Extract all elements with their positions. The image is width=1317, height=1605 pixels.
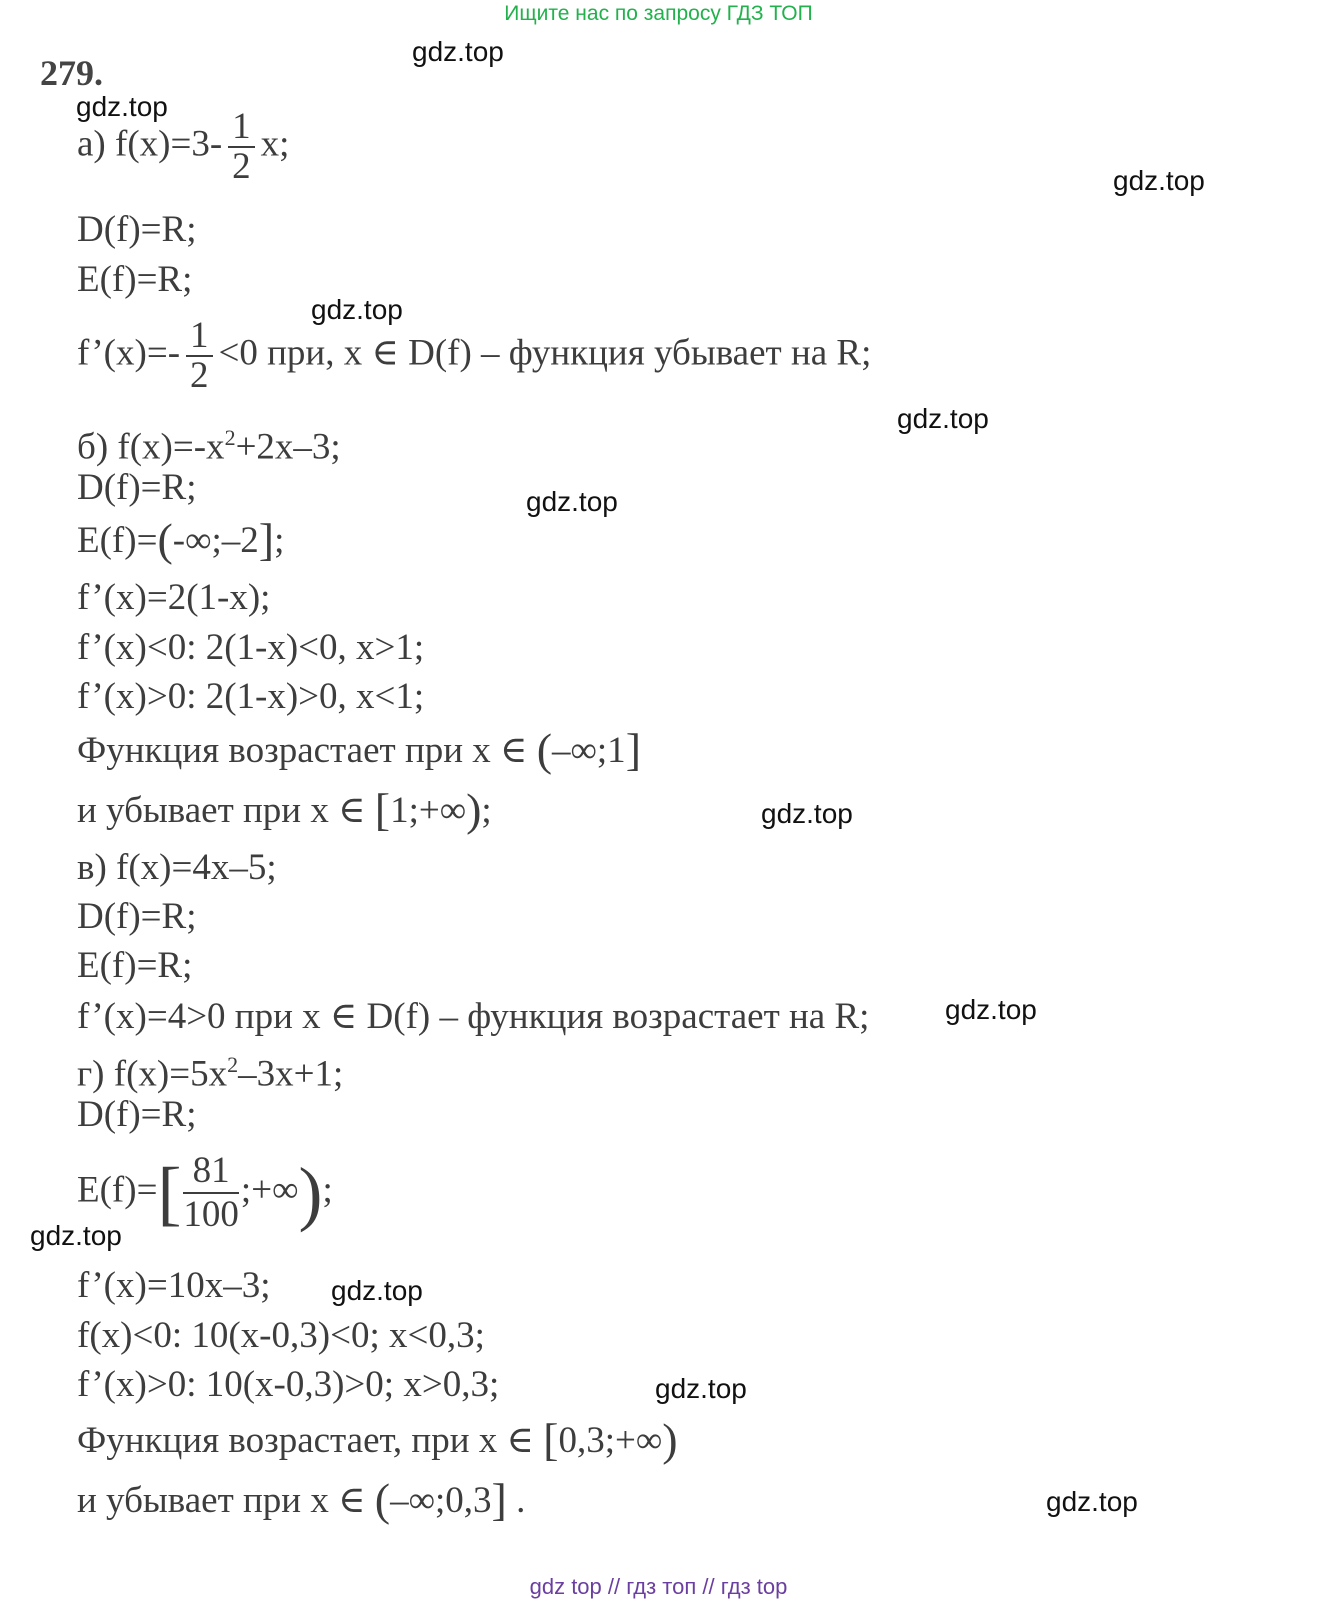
math-text: б) f(x)=-x [77,426,225,468]
search-hint-header: Ищите нас по запросу ГДЗ ТОП [504,2,813,25]
bracket: ) [298,1153,323,1233]
fraction-numerator: 81 [183,1150,239,1194]
watermark: gdz.top [1113,165,1205,196]
bracket: ( [536,724,553,775]
math-text: и убывает при x ∈ [77,1480,375,1521]
fraction [186,317,213,395]
bracket: ] [625,724,642,775]
watermark: gdz.top [897,403,989,434]
watermark: gdz.top [76,91,168,122]
part-g-function [77,1043,343,1096]
fraction-numerator: 1 [228,108,255,148]
part-v-range: E(f)=R; [77,945,193,986]
part-b-function [77,416,341,469]
math-text: ; [481,790,492,831]
part-v-domain: D(f)=R; [77,896,197,937]
part-g-derivative: f’(x)=10x–3; [77,1265,271,1306]
fraction [228,108,255,186]
bracket: ] [258,514,275,565]
bracket: [ [157,1153,182,1233]
watermark: gdz.top [311,294,403,325]
site-footer: gdz top // гдз топ // гдз top [529,1574,788,1599]
math-text: –∞;1 [552,730,626,771]
fraction-denominator: 2 [190,355,209,396]
part-g-derivative-negative: f(x)<0: 10(x-0,3)<0; x<0,3; [77,1315,485,1356]
math-text: 0,3;+∞ [558,1420,663,1461]
part-b-decreasing [77,784,492,835]
exponent: 2 [227,1052,239,1077]
part-b-increasing [77,724,642,775]
part-a-domain: D(f)=R; [77,209,197,250]
part-b-derivative-negative: f’(x)<0: 2(1-x)<0, x>1; [77,627,425,668]
part-v-derivative: f’(x)=4>0 при x ∈ D(f) – функция возрастает на R; [77,996,870,1037]
problem-number: 279. [40,53,103,93]
math-text: f’(x)=- [77,332,181,374]
math-text: и убывает при x ∈ [77,790,375,831]
math-text: ; [322,1169,333,1211]
math-text: а) f(x)=3- [77,123,223,165]
bracket: ( [374,1474,391,1525]
part-a-range: E(f)=R; [77,259,193,300]
math-text: Функция возрастает, при x ∈ [77,1420,544,1461]
watermark: gdz.top [655,1373,747,1404]
part-g-decreasing [77,1474,526,1525]
math-text: 1;+∞ [390,790,467,831]
bracket: ) [662,1414,678,1465]
bracket: ) [466,784,482,835]
exponent: 2 [224,425,236,450]
math-text: +2x–3; [235,426,341,468]
bracket: ] [491,1474,507,1525]
part-a-derivative [77,317,871,395]
bracket: [ [543,1414,559,1465]
math-text: x; [260,123,290,165]
watermark: gdz.top [30,1220,122,1251]
fraction-denominator: 100 [183,1194,239,1235]
math-text: –3x+1; [238,1053,344,1095]
part-a-function [77,108,289,186]
bracket: [ [374,784,391,835]
math-text: . [506,1480,526,1521]
math-text: г) f(x)=5x [77,1053,228,1095]
fraction-denominator: 2 [232,146,251,187]
part-g-derivative-positive: f’(x)>0: 10(x-0,3)>0; x>0,3; [77,1364,500,1405]
part-g-domain: D(f)=R; [77,1094,197,1135]
part-b-derivative-positive: f’(x)>0: 2(1-x)>0, x<1; [77,676,425,717]
math-text: ; [274,520,285,561]
watermark: gdz.top [331,1275,423,1306]
part-g-increasing [77,1414,678,1465]
watermark: gdz.top [945,994,1037,1025]
fraction [183,1150,239,1236]
math-text: E(f)= [77,520,158,561]
math-text: –∞;0,3 [390,1480,492,1521]
part-b-domain: D(f)=R; [77,467,197,508]
watermark: gdz.top [526,486,618,517]
math-text: -∞;–2 [172,520,259,561]
math-text: E(f)= [77,1169,158,1211]
math-text: ;+∞ [240,1169,299,1211]
bracket: ( [157,514,173,565]
math-text: <0 при, x ∈ D(f) – функция убывает на R; [218,332,872,374]
part-v-function: в) f(x)=4x–5; [77,847,277,888]
part-b-range [77,514,285,565]
watermark: gdz.top [761,798,853,829]
fraction-numerator: 1 [186,317,213,357]
part-b-derivative: f’(x)=2(1-x); [77,577,271,618]
part-g-range [77,1150,333,1236]
watermark: gdz.top [1046,1486,1138,1517]
watermark: gdz.top [412,36,504,67]
math-text: Функция возрастает при x ∈ [77,730,537,771]
